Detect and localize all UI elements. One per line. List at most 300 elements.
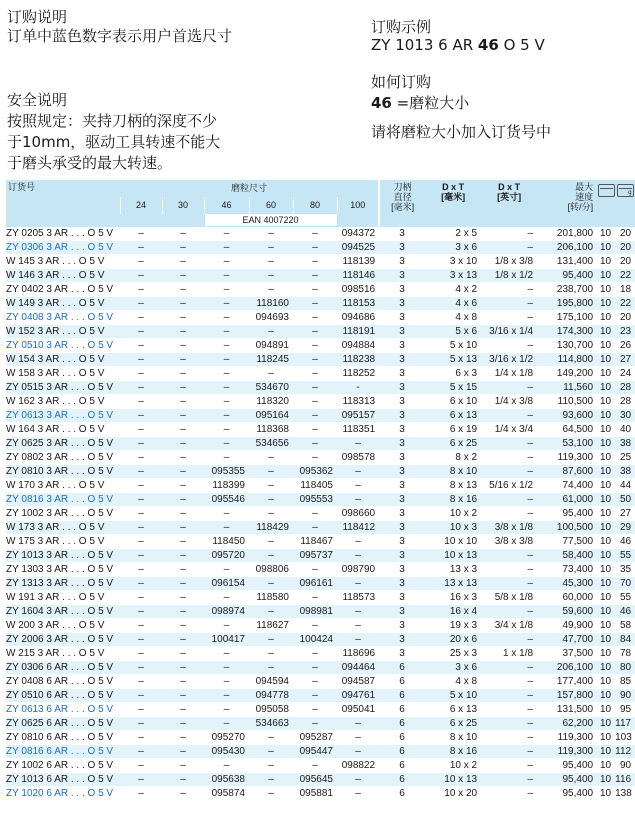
grit-ean-cell: – (249, 633, 293, 647)
box-icon-label: g (628, 190, 632, 196)
grit-ean-cell: – (204, 521, 249, 535)
dxt-mm-cell: 5 x 6 (425, 325, 481, 339)
grit-ean-cell: – (204, 409, 249, 423)
grit-ean-cell: – (249, 745, 293, 759)
grit-ean-cell: – (120, 703, 162, 717)
safety-block (7, 90, 220, 174)
dxt-mm-cell: 3 x 10 (425, 255, 481, 269)
max-speed-cell: 131,400 (537, 255, 597, 269)
max-speed-cell: 206,100 (537, 661, 597, 675)
dxt-mm-cell: 8 x 13 (425, 479, 481, 493)
dxt-mm-cell: 4 x 8 (425, 675, 481, 689)
weight-cell: 25 (615, 451, 635, 465)
grit-ean-cell: – (337, 633, 379, 647)
dxt-inch-cell: – (481, 227, 537, 241)
pack-qty-cell: 10 (597, 367, 615, 381)
grit-ean-cell: – (337, 493, 379, 507)
weight-cell: 20 (615, 255, 635, 269)
weight-cell: 28 (615, 395, 635, 409)
col-grit-size: 磨粒尺寸 (120, 180, 379, 197)
pack-qty-cell: 10 (597, 479, 615, 493)
col-pack (597, 180, 615, 227)
dxt-inch-cell: – (481, 465, 537, 479)
weight-cell: 46 (615, 605, 635, 619)
grit-ean-cell: – (162, 717, 204, 731)
grit-ean-cell: 100417 (204, 633, 249, 647)
grit-ean-cell: 098578 (337, 451, 379, 465)
shank-cell: 3 (379, 619, 425, 633)
weight-cell: 117 (615, 717, 635, 731)
table-row (6, 381, 635, 395)
grit-ean-cell: 094778 (249, 689, 293, 703)
max-speed-cell: 73,400 (537, 563, 597, 577)
grit-ean-cell: – (120, 339, 162, 353)
table-row (6, 731, 635, 745)
order-code-cell: W 170 3 AR . . . O 5 V (6, 479, 120, 493)
grit-ean-cell: – (293, 255, 337, 269)
grit-ean-cell: – (162, 283, 204, 297)
pack-qty-cell: 10 (597, 535, 615, 549)
shank-cell: 3 (379, 507, 425, 521)
weight-cell: 84 (615, 633, 635, 647)
dxt-inch-cell: – (481, 675, 537, 689)
dxt-mm-cell: 20 x 6 (425, 633, 481, 647)
order-code-cell: ZY 1303 3 AR . . . O 5 V (6, 563, 120, 577)
grit-ean-cell: 100424 (293, 633, 337, 647)
order-code-cell: ZY 1013 3 AR . . . O 5 V (6, 549, 120, 563)
order-example-block (371, 18, 545, 54)
grit-ean-cell: – (293, 381, 337, 395)
grit-ean-cell: – (120, 591, 162, 605)
grit-ean-cell: – (249, 227, 293, 241)
max-speed-cell: 49,900 (537, 619, 597, 633)
how-to-note: 请将磨粒大小加入订货号中 (371, 123, 552, 141)
order-code-cell: W 162 3 AR . . . O 5 V (6, 395, 120, 409)
grit-ean-cell: – (162, 521, 204, 535)
grit-ean-cell: – (120, 423, 162, 437)
order-code-cell: W 175 3 AR . . . O 5 V (6, 535, 120, 549)
grit-ean-cell: – (204, 437, 249, 451)
shank-cell: 6 (379, 745, 425, 759)
order-info-text: 订单中蓝色数字表示用户首选尺寸 (7, 27, 233, 45)
pack-qty-cell: 10 (597, 745, 615, 759)
dxt-inch-cell: – (481, 661, 537, 675)
weight-cell: 29 (615, 521, 635, 535)
grit-ean-cell: 118320 (249, 395, 293, 409)
grit-ean-cell: 094884 (337, 339, 379, 353)
grit-ean-cell: – (249, 773, 293, 787)
table-row (6, 353, 635, 367)
max-speed-cell: 149,200 (537, 367, 597, 381)
table-row (6, 311, 635, 325)
order-code-cell: ZY 1002 3 AR . . . O 5 V (6, 507, 120, 521)
grit-100: 100 (337, 197, 379, 214)
dxt-inch-cell: 5/8 x 1/8 (481, 591, 537, 605)
order-code-cell: ZY 1002 6 AR . . . O 5 V (6, 759, 120, 773)
grit-ean-cell: – (120, 549, 162, 563)
grit-46: 46 (204, 197, 249, 214)
dxt-mm-cell: 5 x 10 (425, 689, 481, 703)
shank-cell: 6 (379, 773, 425, 787)
grit-ean-cell: 094891 (249, 339, 293, 353)
order-code-cell: ZY 0205 3 AR . . . O 5 V (6, 227, 120, 241)
grit-ean-cell: – (162, 535, 204, 549)
pack-qty-cell: 10 (597, 339, 615, 353)
table-row (6, 241, 635, 255)
grit-ean-cell: – (162, 325, 204, 339)
grit-ean-cell: – (204, 339, 249, 353)
weight-cell: 46 (615, 535, 635, 549)
pack-qty-cell: 10 (597, 661, 615, 675)
weight-cell: 90 (615, 759, 635, 773)
dxt-mm-cell: 10 x 13 (425, 773, 481, 787)
weight-cell: 38 (615, 437, 635, 451)
dxt-inch-cell: – (481, 717, 537, 731)
shank-cell: 3 (379, 549, 425, 563)
grit-ean-cell: – (162, 381, 204, 395)
grit-ean-cell: 534670 (249, 381, 293, 395)
grit-ean-cell: – (162, 759, 204, 773)
grit-ean-cell: – (249, 535, 293, 549)
pack-qty-cell: 10 (597, 325, 615, 339)
dxt-inch-cell: – (481, 787, 537, 801)
grit-ean-cell: – (162, 493, 204, 507)
weight-cell: 55 (615, 591, 635, 605)
safety-title: 安全说明 (7, 91, 68, 109)
dxt-mm-cell: 5 x 13 (425, 353, 481, 367)
dxt-mm-cell: 3 x 13 (425, 269, 481, 283)
order-code-cell: ZY 1313 3 AR . . . O 5 V (6, 577, 120, 591)
table-row (6, 773, 635, 787)
grit-ean-cell: – (204, 311, 249, 325)
order-code-cell: ZY 0816 6 AR . . . O 5 V (6, 745, 120, 759)
shank-cell: 3 (379, 535, 425, 549)
shank-cell: 3 (379, 255, 425, 269)
shank-cell: 3 (379, 339, 425, 353)
grit-ean-cell: 118399 (204, 479, 249, 493)
shank-cell: 3 (379, 451, 425, 465)
dxt-inch-cell: 5/16 x 1/2 (481, 479, 537, 493)
grit-ean-cell: – (120, 745, 162, 759)
grit-ean-cell: – (162, 605, 204, 619)
grit-ean-cell: – (162, 367, 204, 381)
grit-ean-cell: 094594 (249, 675, 293, 689)
pack-qty-cell: 10 (597, 451, 615, 465)
dxt-mm-cell: 6 x 25 (425, 437, 481, 451)
pack-qty-cell: 10 (597, 353, 615, 367)
grit-ean-cell: – (204, 717, 249, 731)
grit-ean-cell: – (204, 353, 249, 367)
grit-ean-cell: – (162, 409, 204, 423)
weight-cell: 20 (615, 227, 635, 241)
table-row (6, 339, 635, 353)
grit-ean-cell: – (162, 255, 204, 269)
dxt-inch-cell: 3/4 x 1/8 (481, 619, 537, 633)
dxt-inch-cell: – (481, 451, 537, 465)
grit-ean-cell: – (249, 787, 293, 801)
dxt-mm-cell: 3 x 6 (425, 241, 481, 255)
table-row (6, 563, 635, 577)
grit-ean-cell: – (162, 311, 204, 325)
dxt-mm-cell: 13 x 3 (425, 563, 481, 577)
shank-cell: 6 (379, 661, 425, 675)
grit-ean-cell: 095645 (293, 773, 337, 787)
dxt-inch-cell: – (481, 577, 537, 591)
table-row (6, 437, 635, 451)
grit-ean-cell: – (120, 465, 162, 479)
table-row (6, 479, 635, 493)
grit-ean-cell: – (293, 619, 337, 633)
max-speed-cell: 119,300 (537, 745, 597, 759)
grit-ean-cell: – (249, 241, 293, 255)
grit-ean-cell: – (204, 395, 249, 409)
grit-ean-cell: 095270 (204, 731, 249, 745)
max-speed-cell: 62,200 (537, 717, 597, 731)
dxt-mm-cell: 6 x 13 (425, 703, 481, 717)
shank-cell: 6 (379, 717, 425, 731)
grit-ean-cell: – (162, 339, 204, 353)
max-speed-cell: 87,600 (537, 465, 597, 479)
grit-ean-cell: – (162, 745, 204, 759)
grit-ean-cell: 094587 (337, 675, 379, 689)
grit-ean-cell: – (162, 465, 204, 479)
grit-ean-cell: – (120, 451, 162, 465)
grit-ean-cell: – (249, 255, 293, 269)
max-speed-cell: 45,300 (537, 577, 597, 591)
grit-ean-cell: 095362 (293, 465, 337, 479)
table-row (6, 521, 635, 535)
grit-ean-cell: – (120, 717, 162, 731)
order-code-cell: W 145 3 AR . . . O 5 V (6, 255, 120, 269)
grit-ean-cell: – (120, 255, 162, 269)
table-row (6, 269, 635, 283)
weight-cell: 50 (615, 493, 635, 507)
max-speed-cell: 93,600 (537, 409, 597, 423)
grit-ean-cell: – (162, 241, 204, 255)
grit-ean-cell: – (162, 423, 204, 437)
grit-ean-cell: – (162, 577, 204, 591)
dxt-mm-cell: 25 x 3 (425, 647, 481, 661)
shank-cell: 3 (379, 395, 425, 409)
dxt-inch-cell: 1/4 x 3/4 (481, 423, 537, 437)
table-row (6, 493, 635, 507)
pack-qty-cell: 10 (597, 465, 615, 479)
pack-qty-cell: 10 (597, 437, 615, 451)
grit-ean-cell: 118412 (337, 521, 379, 535)
dxt-inch-cell: – (481, 493, 537, 507)
box-icon (617, 184, 634, 197)
grit-ean-cell: – (293, 437, 337, 451)
shank-cell: 3 (379, 381, 425, 395)
grit-ean-cell: – (162, 227, 204, 241)
max-speed-cell: 74,400 (537, 479, 597, 493)
grit-ean-cell: 118450 (204, 535, 249, 549)
max-speed-cell: 119,300 (537, 731, 597, 745)
dxt-mm-cell: 8 x 2 (425, 451, 481, 465)
grit-ean-cell: – (120, 353, 162, 367)
shank-cell: 3 (379, 227, 425, 241)
shank-cell: 3 (379, 605, 425, 619)
max-speed-cell: 95,400 (537, 759, 597, 773)
dxt-mm-cell: 4 x 2 (425, 283, 481, 297)
order-code-cell: W 173 3 AR . . . O 5 V (6, 521, 120, 535)
grit-ean-cell: – (120, 325, 162, 339)
grit-ean-cell: – (120, 647, 162, 661)
max-speed-cell: 177,400 (537, 675, 597, 689)
table-row (6, 759, 635, 773)
pack-qty-cell: 10 (597, 787, 615, 801)
grit-ean-cell: – (120, 661, 162, 675)
table-row (6, 297, 635, 311)
order-code-cell: ZY 2006 3 AR . . . O 5 V (6, 633, 120, 647)
order-code-cell: W 164 3 AR . . . O 5 V (6, 423, 120, 437)
grit-ean-cell: 095881 (293, 787, 337, 801)
grit-ean-cell: – (162, 269, 204, 283)
dxt-inch-cell: – (481, 549, 537, 563)
grit-ean-cell: – (293, 521, 337, 535)
order-example-title: 订购示例 (371, 18, 432, 36)
dxt-mm-cell: 4 x 8 (425, 311, 481, 325)
weight-cell: 85 (615, 675, 635, 689)
dxt-inch-cell: – (481, 381, 537, 395)
shank-cell: 3 (379, 479, 425, 493)
table-row (6, 227, 635, 241)
dxt-inch-cell: – (481, 437, 537, 451)
grit-ean-cell: – (293, 297, 337, 311)
pack-qty-cell: 10 (597, 675, 615, 689)
grit-ean-cell: 098822 (337, 759, 379, 773)
weight-cell: 44 (615, 479, 635, 493)
grit-ean-cell: – (249, 367, 293, 381)
dxt-mm-cell: 10 x 3 (425, 521, 481, 535)
safety-line-3: 于磨头承受的最大转速。 (7, 154, 173, 172)
grit-ean-cell: – (204, 647, 249, 661)
grit-ean-cell: – (204, 297, 249, 311)
weight-cell: 28 (615, 381, 635, 395)
max-speed-cell: 131,500 (537, 703, 597, 717)
table-row (6, 647, 635, 661)
safety-line-1: 按照规定：夹持刀柄的深度不少 (7, 112, 218, 130)
grit-ean-cell: 118696 (337, 647, 379, 661)
shank-cell: 3 (379, 647, 425, 661)
dxt-mm-cell: 2 x 5 (425, 227, 481, 241)
grit-ean-cell: 094464 (337, 661, 379, 675)
grit-ean-cell: – (293, 353, 337, 367)
col-dxt-inch: D x T [英寸] (481, 180, 537, 227)
dxt-inch-cell: – (481, 745, 537, 759)
grit-ean-cell: – (120, 479, 162, 493)
grit-ean-cell: – (204, 675, 249, 689)
grit-ean-cell: 118245 (249, 353, 293, 367)
grit-ean-cell: – (293, 311, 337, 325)
shank-cell: 6 (379, 675, 425, 689)
shank-cell: 3 (379, 465, 425, 479)
max-speed-cell: 206,100 (537, 241, 597, 255)
dxt-inch-cell: – (481, 563, 537, 577)
table-row (6, 549, 635, 563)
grit-ean-cell: – (162, 353, 204, 367)
dxt-mm-cell: 6 x 13 (425, 409, 481, 423)
order-example-code-pre: ZY 1013 6 AR (371, 36, 478, 54)
grit-ean-cell: 118160 (249, 297, 293, 311)
dxt-mm-cell: 10 x 10 (425, 535, 481, 549)
table-row (6, 745, 635, 759)
grit-ean-cell: 118467 (293, 535, 337, 549)
pack-qty-cell: 10 (597, 521, 615, 535)
grit-ean-cell: – (120, 227, 162, 241)
grit-ean-cell: – (120, 437, 162, 451)
pack-qty-cell: 10 (597, 703, 615, 717)
pack-qty-cell: 10 (597, 255, 615, 269)
grit-ean-cell: – (204, 255, 249, 269)
grit-ean-cell: – (120, 563, 162, 577)
grit-ean-cell: – (120, 269, 162, 283)
grit-ean-cell: 534663 (249, 717, 293, 731)
table-row (6, 395, 635, 409)
grit-ean-cell: – (337, 717, 379, 731)
max-speed-cell: 174,300 (537, 325, 597, 339)
grit-24: 24 (120, 197, 162, 214)
weight-cell: 116 (615, 773, 635, 787)
dxt-inch-cell: – (481, 759, 537, 773)
grit-ean-cell: 095737 (293, 549, 337, 563)
pack-qty-cell: 10 (597, 717, 615, 731)
grit-ean-cell: – (249, 507, 293, 521)
shank-cell: 3 (379, 493, 425, 507)
grit-ean-cell: – (120, 409, 162, 423)
grit-ean-cell: – (162, 787, 204, 801)
pack-qty-cell: 10 (597, 773, 615, 787)
grit-ean-cell: – (249, 451, 293, 465)
grit-ean-cell: – (120, 675, 162, 689)
grit-ean-cell: – (249, 479, 293, 493)
grit-ean-cell: – (293, 409, 337, 423)
grit-ean-cell: 095157 (337, 409, 379, 423)
pack-qty-cell: 10 (597, 269, 615, 283)
weight-cell: 95 (615, 703, 635, 717)
order-code-cell: ZY 0510 3 AR . . . O 5 V (6, 339, 120, 353)
dxt-mm-cell: 10 x 2 (425, 507, 481, 521)
order-code-cell: ZY 1020 6 AR . . . O 5 V (6, 787, 120, 801)
pack-qty-cell: 10 (597, 493, 615, 507)
how-to-title: 如何订购 (371, 73, 432, 91)
grit-ean-cell: 098790 (337, 563, 379, 577)
pack-qty-cell: 10 (597, 241, 615, 255)
how-to-grit-value: 46 (371, 94, 392, 112)
dxt-inch-cell: 3/8 x 1/8 (481, 521, 537, 535)
grit-ean-cell: – (162, 619, 204, 633)
col-order-no: 订货号 (6, 180, 120, 227)
max-speed-cell: 95,400 (537, 507, 597, 521)
grit-ean-cell: – (337, 605, 379, 619)
dxt-inch-cell: 1 x 1/8 (481, 647, 537, 661)
grit-ean-cell: 098660 (337, 507, 379, 521)
grit-ean-cell: – (293, 661, 337, 675)
weight-cell: 30 (615, 409, 635, 423)
dxt-mm-cell: 3 x 6 (425, 661, 481, 675)
order-code-cell: W 200 3 AR . . . O 5 V (6, 619, 120, 633)
shank-cell: 6 (379, 731, 425, 745)
dxt-mm-cell: 19 x 3 (425, 619, 481, 633)
weight-cell: 20 (615, 241, 635, 255)
grit-ean-cell: – (249, 283, 293, 297)
grit-ean-cell: – (337, 479, 379, 493)
shank-cell: 3 (379, 325, 425, 339)
pack-qty-cell: 10 (597, 577, 615, 591)
grit-ean-cell: – (337, 619, 379, 633)
order-code-cell: W 215 3 AR . . . O 5 V (6, 647, 120, 661)
pack-qty-cell: 10 (597, 227, 615, 241)
